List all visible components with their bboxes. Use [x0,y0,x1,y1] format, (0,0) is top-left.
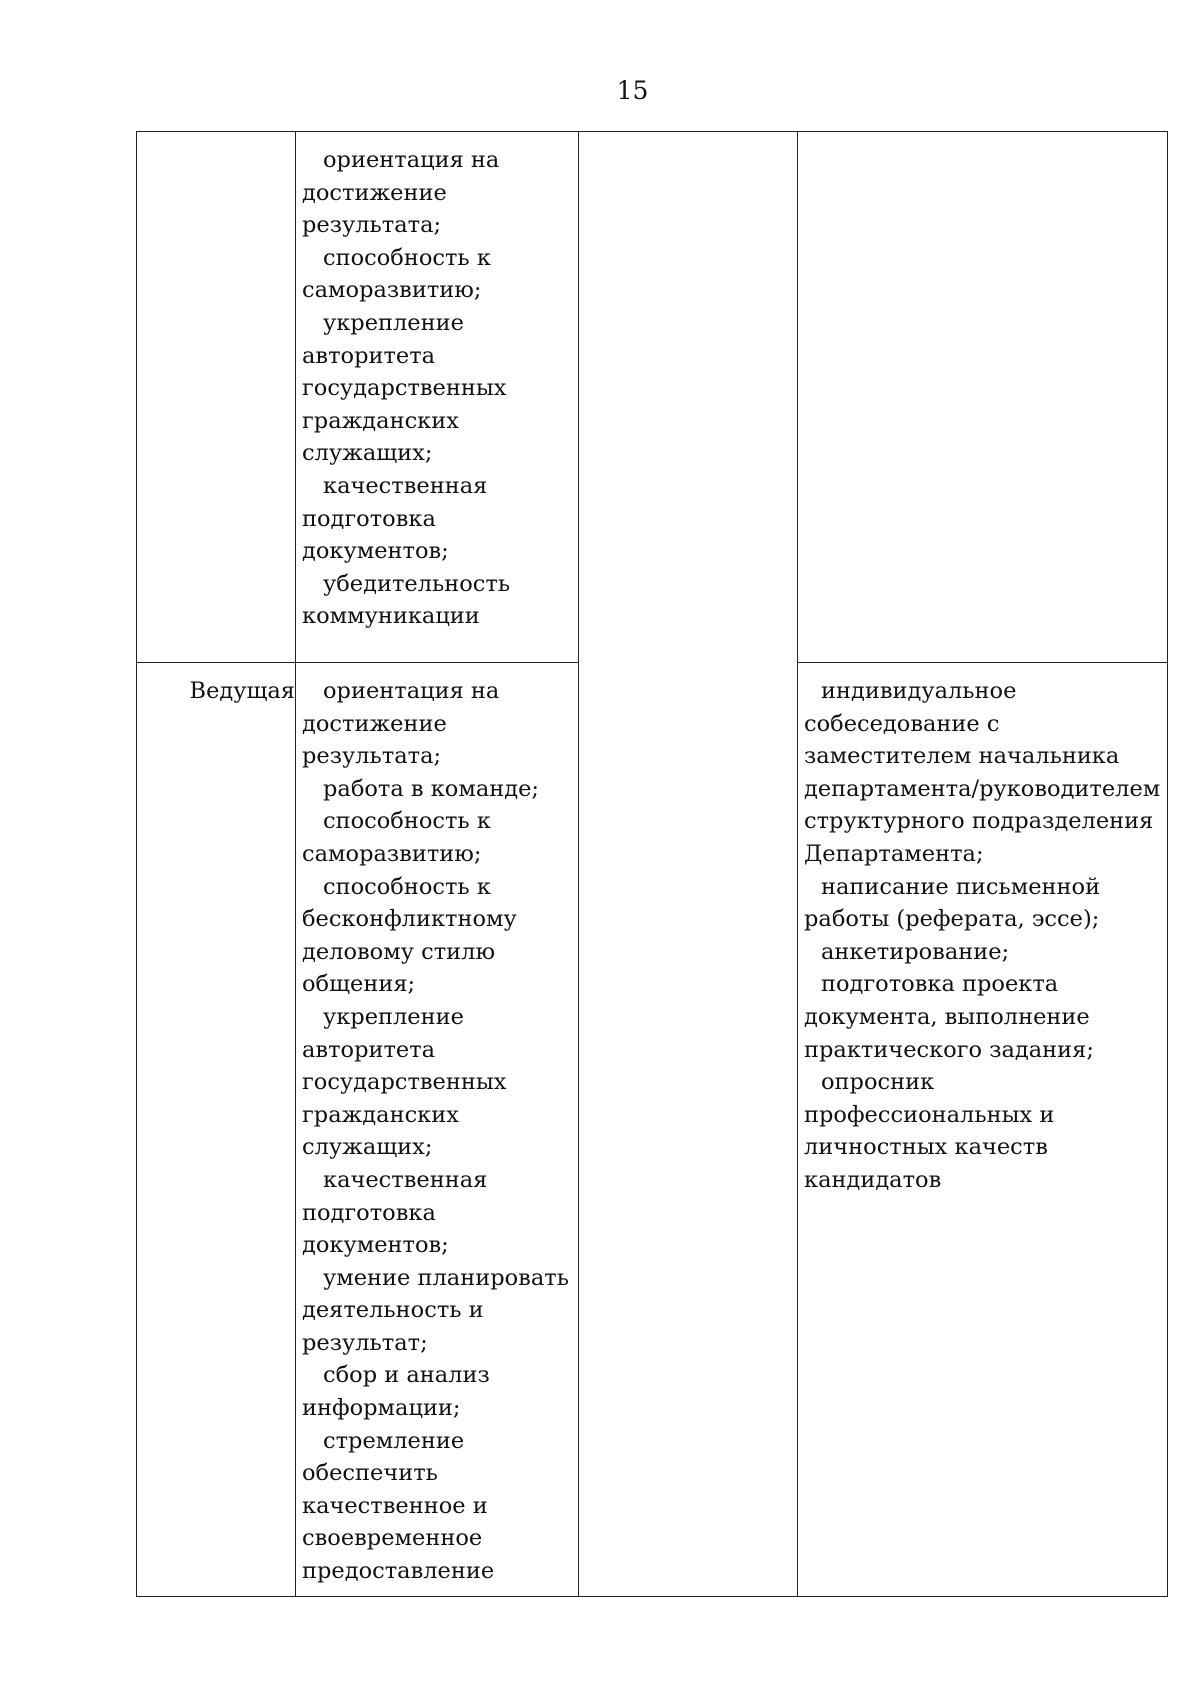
list-item-line: гражданских [302,407,459,434]
table-row [137,132,1168,663]
list-item-line: государственных [302,375,507,402]
list-item-line: собеседование с [804,710,1000,737]
qualities-cell [296,663,579,1597]
list-item-line: укрепление [323,1003,464,1030]
list-item [302,871,578,1001]
list-item [804,968,1167,1066]
list-item-line: индивидуальное [821,678,1017,704]
list-item-line: опросник [821,1069,935,1096]
list-item-line: способность к [323,244,491,271]
list-item [302,568,578,633]
list-item-line: департамента/руководителем [804,775,1161,802]
list-item-line: предоставление [302,1558,495,1585]
list-item [302,805,578,870]
list-item-line: документов; [302,538,449,565]
list-item-line: коммуникации [302,603,480,630]
page-number: 15 [616,76,649,105]
list-item-line: служащих; [302,440,433,467]
list-item [804,1066,1167,1196]
list-item-line: ориентация на [323,678,500,704]
list-item-line: общения; [302,971,416,998]
list-item-line: служащих; [302,1134,433,1161]
list-item-line: гражданских [302,1101,459,1128]
qualities-cell [296,132,579,663]
list-item-line: достижение [302,710,447,737]
list-item-line: документа, выполнение [804,1003,1090,1030]
level-cell: Ведущая [137,663,296,1597]
list-item-line: информации; [302,1395,461,1422]
list-item [302,470,578,568]
methods-cell [798,663,1168,1597]
list-item [302,242,578,307]
list-item-line: результат; [302,1329,428,1356]
list-item-line: практического задания; [804,1036,1094,1063]
list-item-line: бесконфликтному [302,906,517,933]
list-item [302,1359,578,1424]
list-item [302,307,578,470]
list-item-line: деятельность и [302,1297,484,1324]
list-item [804,936,1167,969]
list-item-line: саморазвитию; [302,277,482,304]
list-item [302,1001,578,1164]
list-item-line: Департамента; [804,840,984,867]
list-item [302,1425,578,1588]
list-item [804,871,1167,936]
list-item-line: достижение [302,179,447,206]
list-item-line: деловому стилю [302,938,496,965]
list-item-line: качественная [323,472,488,499]
list-item-line: структурного подразделения [804,808,1154,835]
requirements-table [136,131,1168,1597]
list-item-line: подготовка [302,505,436,532]
list-item-line: профессиональных и [804,1101,1055,1128]
list-item-line: стремление [323,1427,465,1454]
list-item-line: авторитета [302,1036,436,1063]
list-item-line: авторитета [302,342,436,369]
list-item-line: анкетирование; [821,938,1010,965]
list-item-line: подготовка проекта [821,971,1059,998]
list-item [804,675,1167,871]
list-item-line: сбор и анализ [323,1362,490,1389]
list-item-line: обеспечить [302,1460,438,1487]
list-item [302,1262,578,1360]
list-item-line: работа в команде; [323,775,540,802]
list-item-line: подготовка [302,1199,436,1226]
list-item-line: ориентация на [323,147,500,173]
empty-cell [579,132,798,1597]
list-item-line: своевременное [302,1525,483,1552]
list-item [302,1164,578,1262]
list-item-line: саморазвитию; [302,840,482,867]
methods-cell [798,132,1168,663]
list-item [302,773,578,806]
level-cell [137,132,296,663]
list-item-line: убедительность [323,570,511,597]
list-item-line: укрепление [323,309,464,336]
list-item [302,144,578,242]
list-item-line: кандидатов [804,1166,942,1193]
list-item-line: заместителем начальника [804,743,1120,770]
list-item-line: способность к [323,873,491,900]
list-item-line: документов; [302,1232,449,1259]
list-item-line: работы (реферата, эссе); [804,906,1100,933]
list-item-line: результата; [302,212,442,239]
list-item-line: качественное и [302,1492,488,1519]
list-item-line: способность к [323,808,491,835]
list-item-line: качественная [323,1166,488,1193]
list-item-line: личностных качеств [804,1134,1048,1161]
list-item-line: написание письменной [821,873,1101,900]
list-item [302,675,578,773]
list-item-line: государственных [302,1069,507,1096]
list-item-line: результата; [302,743,442,770]
list-item-line: умение планировать [323,1264,569,1291]
